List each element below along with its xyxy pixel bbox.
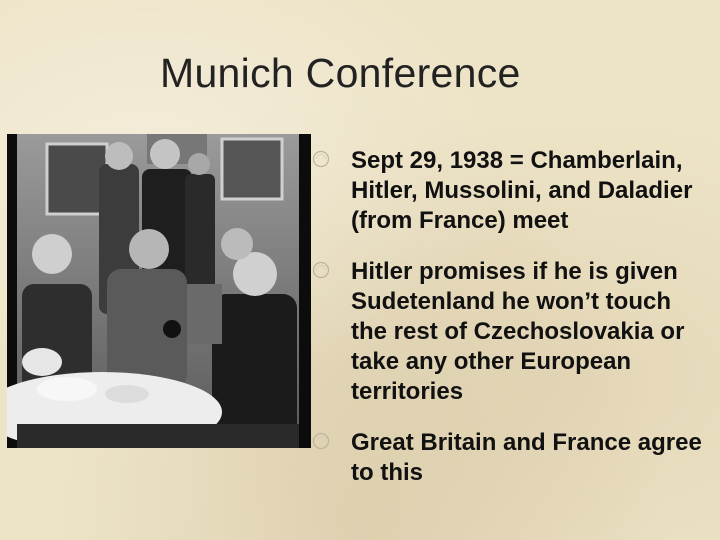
bullet-text: Hitler promises if he is given Sudetenland he won’t touch the rest of Czechoslovakia or take any other European territories [351,258,685,405]
bullet-list [312,146,712,509]
slide-title: Munich Conference [160,50,521,96]
historical-photo [7,134,311,448]
circle-swirl-icon [312,150,330,168]
photo-icon [7,134,311,448]
bullet-text: Great Britain and France agree to this [351,429,702,486]
bullet-item [312,146,712,236]
circle-swirl-icon [312,261,330,279]
bullet-item [312,257,712,407]
circle-swirl-icon [312,432,330,450]
bullet-text: Sept 29, 1938 = Chamberlain, Hitler, Mussolini, and Daladier (from France) meet [351,147,693,234]
bullet-item [312,428,712,488]
